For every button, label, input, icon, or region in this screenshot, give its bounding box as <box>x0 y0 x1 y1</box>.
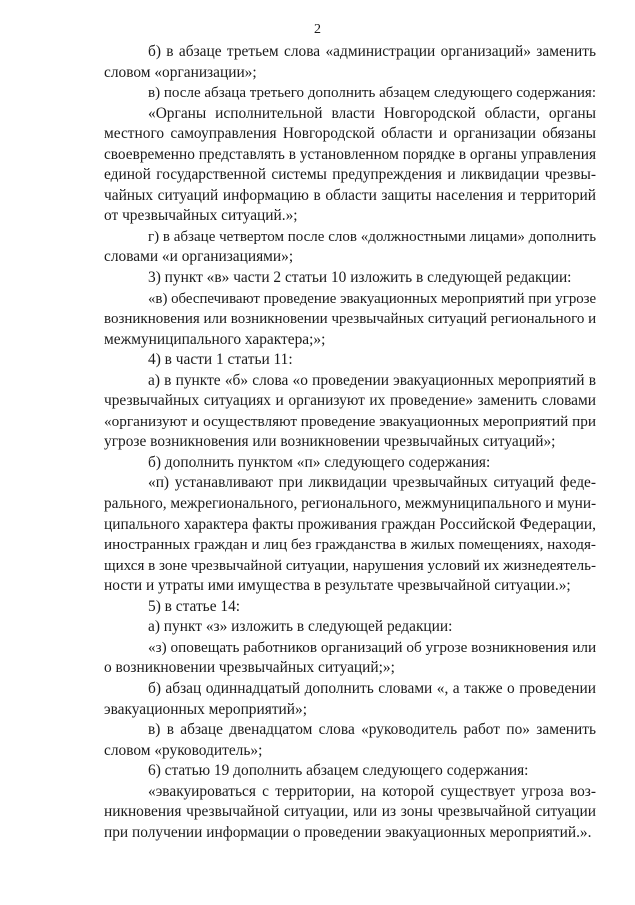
text-line: рального, межрегионального, регионального, межмуниципального и муни- <box>104 495 597 513</box>
text-line: угрозе возникновения или возникновении чрезвычайных ситуаций»; <box>104 433 556 451</box>
text-line: единой государственной системы предупреждения и ликвидации чрезвы- <box>104 166 596 184</box>
text-line: возникновения или возникновении чрезвычайных ситуаций регионального и <box>104 311 597 328</box>
text-line: местного самоуправления Новгородской области и организации обязаны <box>104 125 596 143</box>
text-line: г) в абзаце четвертом после слов «должностными лицами» дополнить <box>148 228 597 245</box>
text-line: никновения чрезвычайной ситуации, или из зоны чрезвычайной ситуации <box>104 803 596 821</box>
document-body <box>104 42 596 843</box>
text-line: словом «организации»; <box>104 63 257 81</box>
text-line: в) в абзаце двенадцатом слова «руководитель работ по» заменить <box>148 721 596 739</box>
text-line: 4) в части 1 статьи 11: <box>148 351 293 369</box>
text-line: эвакуационных мероприятий»; <box>104 700 307 718</box>
text-line: ципального характера факты проживания граждан Российской Федерации, <box>104 515 596 533</box>
page-number: 2 <box>314 22 321 37</box>
text-line: ности и утраты ими имущества в результате чрезвычайной ситуации.»; <box>104 577 571 595</box>
text-line: а) в пункте «б» слова «о проведении эвакуационных мероприятий в <box>148 371 596 389</box>
text-line: словами «и организациями»; <box>104 248 294 266</box>
text-line: б) абзац одиннадцатый дополнить словами «, а также о проведении <box>148 679 596 697</box>
text-line: в) после абзаца третьего дополнить абзацем следующего содержания: <box>148 85 596 102</box>
text-line: своевременно представлять в установленном порядке в органы управления <box>104 145 596 163</box>
text-line: от чрезвычайных ситуаций.»; <box>104 207 298 225</box>
text-line: б) в абзаце третьем слова «администрации организаций» заменить <box>148 43 596 60</box>
text-line: а) пункт «з» изложить в следующей редакции: <box>148 618 453 636</box>
text-line: «п) устанавливают при ликвидации чрезвычайных ситуаций феде- <box>148 474 596 492</box>
text-line: б) дополнить пунктом «п» следующего содержания: <box>148 453 491 471</box>
text-line: словом «руководитель»; <box>104 741 263 759</box>
text-line: «з) оповещать работников организаций об угрозе возникновения или <box>148 638 597 656</box>
text-line: «Органы исполнительной власти Новгородской области, органы <box>148 104 596 122</box>
text-line: «в) обеспечивают проведение эвакуационных мероприятий при угрозе <box>148 290 597 307</box>
text-line: межмуниципального характера;»; <box>104 330 326 348</box>
text-line: щихся в зоне чрезвычайной ситуации, нарушения условий их жизнедеятель- <box>104 557 596 574</box>
text-line: чайных ситуаций информацию в области защиты населения и территорий <box>104 186 596 204</box>
text-line: чрезвычайных ситуациях и организуют их проведение» заменить словами <box>104 392 596 410</box>
text-line: иностранных граждан и лиц без гражданства в жилых помещениях, находя- <box>104 536 596 554</box>
text-line: при получении информации о проведении эвакуационных мероприятий.». <box>104 823 592 841</box>
text-line: «эвакуироваться с территории, на которой существует угроза воз- <box>148 782 596 800</box>
text-line: о возникновении чрезвычайных ситуаций;»; <box>104 659 395 677</box>
text-line: 3) пункт «в» части 2 статьи 10 изложить в следующей редакции: <box>148 269 572 287</box>
text-line: 6) статью 19 дополнить абзацем следующего содержания: <box>148 762 529 780</box>
text-line: 5) в статье 14: <box>148 597 241 615</box>
text-line: «организуют и осуществляют проведение эвакуационных мероприятий при <box>104 412 597 430</box>
